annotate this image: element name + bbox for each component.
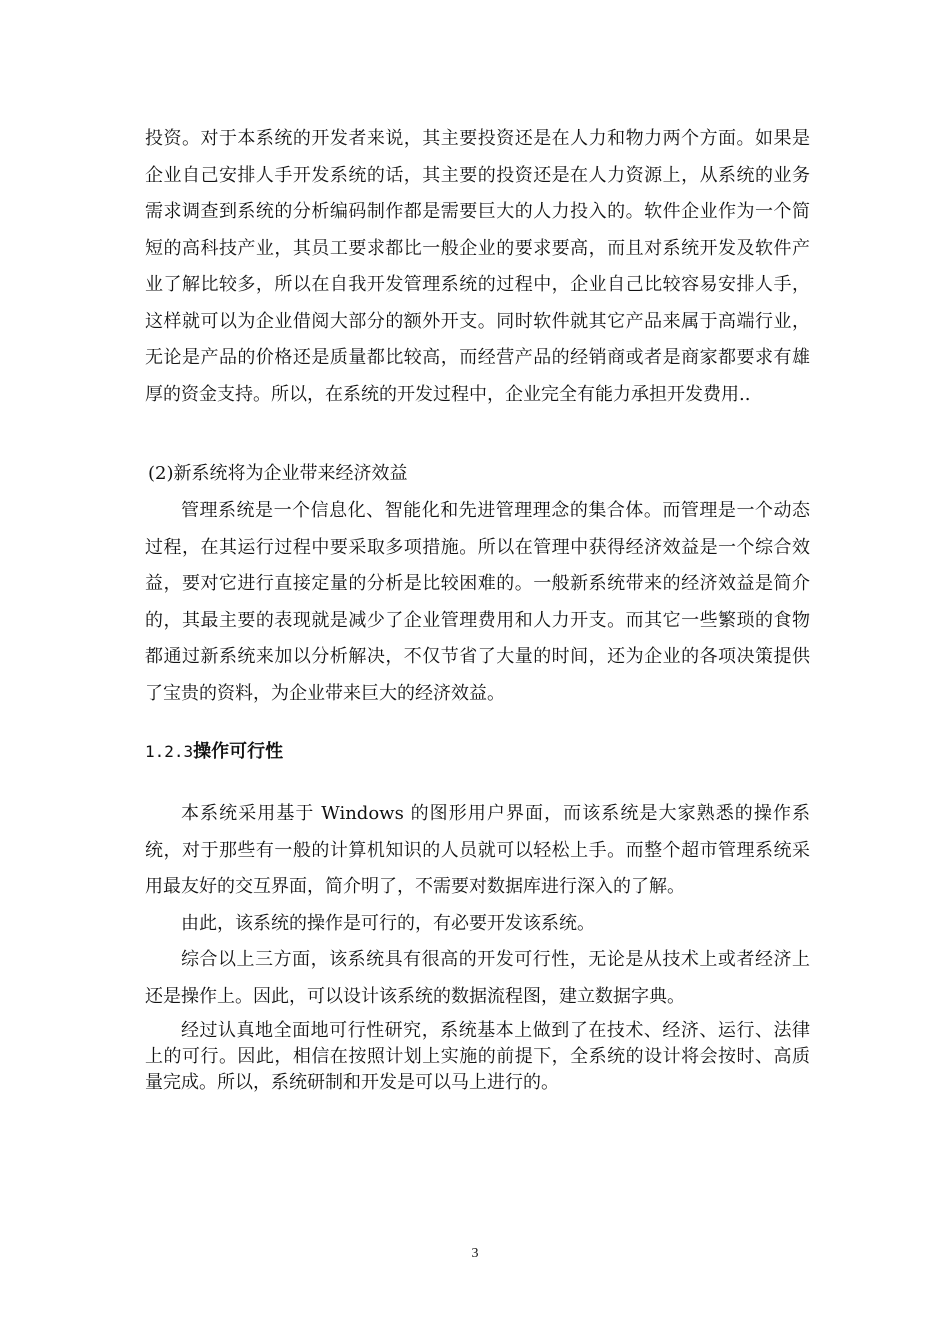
paragraph-summary: 综合以上三方面，该系统具有很高的开发可行性，无论是从技术上或者经济上还是操作上。因此，可以设计该系统的数据流程图，建立数据字典。 (145, 949, 810, 1007)
section-number: 1.2.3 (145, 742, 194, 761)
paragraph-conclusion: 经过认真地全面地可行性研究，系统基本上做到了在技术、经济、运行、法律上的可行。因此，相信在按照计划上实施的前提下，全系统的设计将会按时、高质量完成。所以，系统研制和开发是可以马上进行的。 (145, 1020, 810, 1093)
subheading-economic-benefit: (2)新系统将为企业带来经济效益 (148, 463, 408, 484)
section-heading (145, 738, 283, 766)
paragraph-feasible: 由此，该系统的操作是可行的，有必要开发该系统。 (181, 913, 595, 934)
page-number: 3 (471, 1246, 479, 1261)
paragraph-management-system: 管理系统是一个信息化、智能化和先进管理理念的集合体。而管理是一个动态过程，在其运行过程中要采取多项措施。所以在管理中获得经济效益是一个综合效益，要对它进行直接定量的分析是比较困难的。一般新系统带来的经济效益是简介的，其最主要的表现就是减少了企业管理费用和人力开支。而其它一些繁琐的食物都通过新系统来加以分析解决，不仅节省了大量的时间，还为企业的各项决策提供了宝贵的资料，为企业带来巨大的经济效益。 (145, 500, 810, 704)
paragraph-operation: 本系统采用基于 Windows 的图形用户界面，而该系统是大家熟悉的操作系统，对于那些有一般的计算机知识的人员就可以轻松上手。而整个超市管理系统采用最友好的交互界面，简介明了，不需要对数据库进行深入的了解。 (145, 803, 810, 897)
paragraph-investment: 投资。对于本系统的开发者来说，其主要投资还是在人力和物力两个方面。如果是企业自己安排人手开发系统的话，其主要的投资还是在人力资源上，从系统的业务需求调查到系统的分析编码制作都是需要巨大的人力投入的。软件企业作为一个简短的高科技产业，其员工要求都比一般企业的要求要高，而且对系统开发及软件产业了解比较多，所以在自我开发管理系统的过程中，企业自己比较容易安排人手，这样就可以为企业借阅大部分的额外开支。同时软件就其它产品来属于高端行业，无论是产品的价格还是质量都比较高，而经营产品的经销商或者是商家都要求有雄厚的资金支持。所以，在系统的开发过程中，企业完全有能力承担开发费用.. (145, 128, 810, 405)
section-title: 操作可行性 (193, 741, 284, 762)
